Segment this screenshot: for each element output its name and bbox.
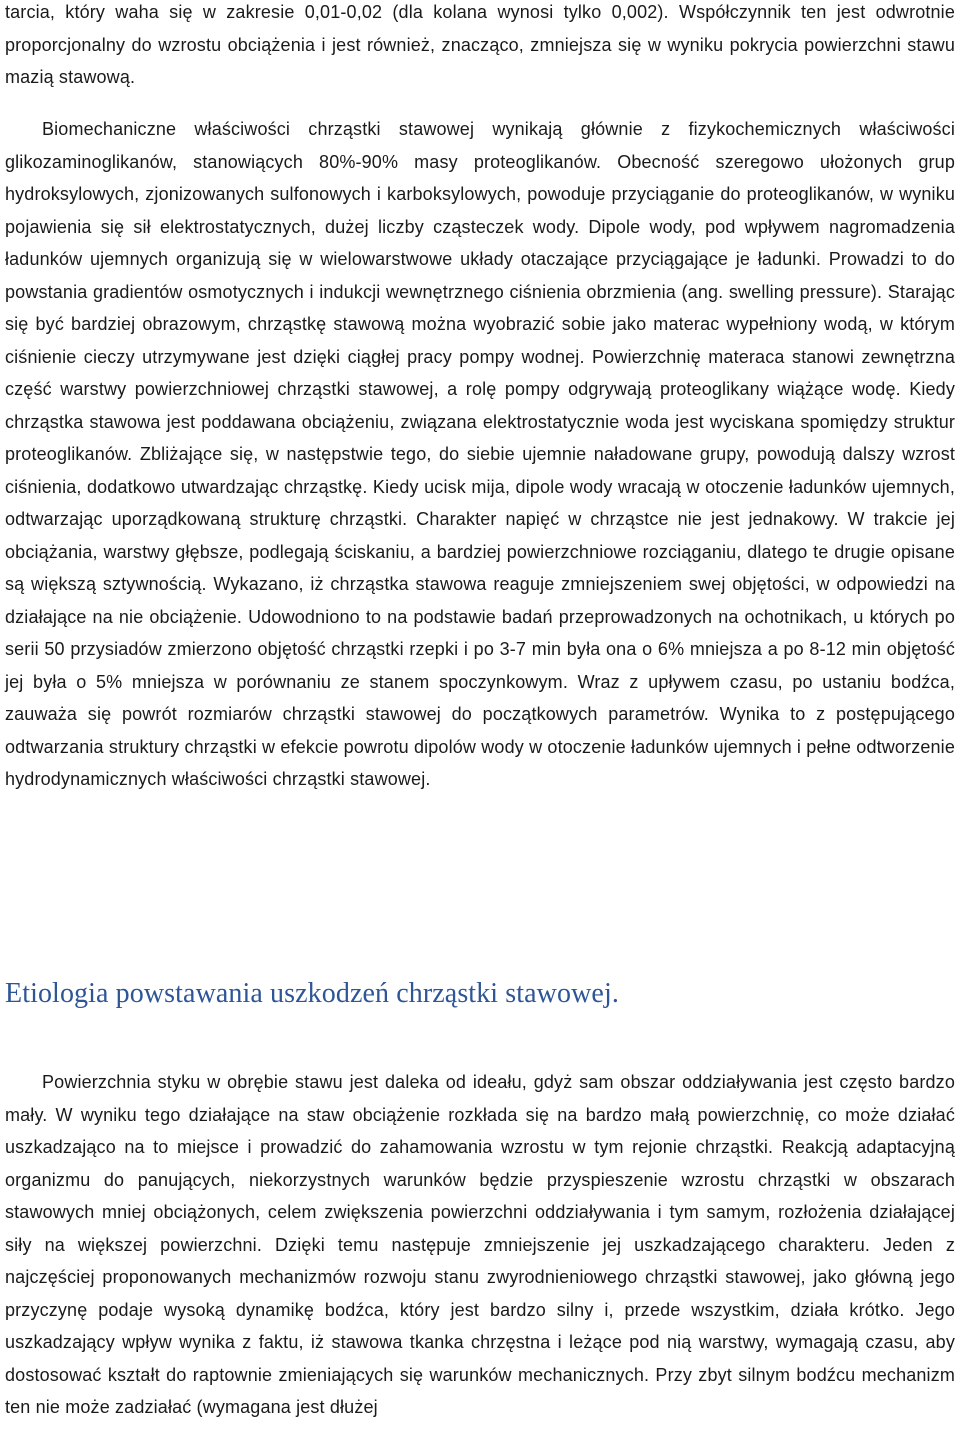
paragraph-biomechanics-text: Biomechaniczne właściwości chrząstki stawowej wynikają głównie z fizykochemicznych właściwości glikozaminoglikanów, stanowiących 80%-90% masy proteoglikanów. Obecność szeregowo ułożonych grup hydroksylowych, zjonizowanych sulfonowych i karboksylowych, powoduje przyciąganie do proteoglikanów, w wyniku pojawienia się sił elektrostatycznych, dużej liczby cząsteczek wody. Dipole wody, pod wpływem nagromadzenia ładunków ujemnych organizują się w wielowarstwowe układy otaczające przyciągające je ładunki. Prowadzi to do powstania gradientów osmotycznych i indukcji wewnętrznego ciśnienia obrzmienia (ang. swelling pressure). Starając się być bardziej obrazowym, chrząstkę stawową można wyobrazić sobie jako materac wypełniony wodą, w którym ciśnienie cieczy utrzymywane jest dzięki ciągłej pracy pompy wodnej. Powierzchnię materaca stanowi zewnętrzna część warstwy powierzchniowej chrząstki stawowej, a rolę pompy odgrywają proteoglikany wiążące wodę. Kiedy chrząstka stawowa jest poddawana obciążeniu, związana elektrostatycznie woda jest wyciskana spomiędzy struktur proteoglikanów. Zbliżające się, w następstwie tego, do siebie ujemnie naładowane grupy, powodują dalszy wzrost ciśnienia, dodatkowo utwardzając chrząstkę. Kiedy ucisk mija, dipole wody wracają w otoczenie ładunków ujemnych, odtwarzając uporządkowaną strukturę chrząstki. Charakter napięć w chrząstce nie jest jednakowy. W trakcie jej obciążania, warstwy głębsze, podlegają ściskaniu, a bardziej powierzchniowe rozciąganiu, dlatego te drugie opisane są większą sztywnością. Wykazano, iż chrząstka stawowa reaguje zmniejszeniem swej objętości, w odpowiedzi na działające na nie obciążenie. Udowodniono to na podstawie badań przeprowadzonych na ochotnikach, u których po serii 50 przysiadów zmierzono objętość chrząstki rzepki i po 3-7 min była ona o 6% mniejsza a po 8-12 min objętość jej była o 5% mniejsza w porównaniu ze stanem spoczynkowym. Wraz z upływem czasu, po ustaniu bodźca, zauważa się powrót rozmiarów chrząstki stawowej do początkowych parametrów. Wynika to z postępującego odtwarzania struktury chrząstki w efekcie powrotu dipolów wody w otoczenie ładunków ujemnych i pełne odtworzenie hydrodynamicznych właściwości chrząstki stawowej. [5,119,955,789]
paragraph-biomechanics [5,113,955,796]
paragraph-continued: tarcia, który waha się w zakresie 0,01-0,02 (dla kolana wynosi tylko 0,002). Współczynnik ten jest odwrotnie proporcjonalny do wzrostu obciążenia i jest również, znacząco, zmniejsza się w wyniku pokrycia powierzchni stawu mazią stawową. [5,2,955,87]
section-heading: Etiologia powstawania uszkodzeń chrząstki stawowej. [5,978,619,1009]
paragraph-etiology-text: Powierzchnia styku w obrębie stawu jest daleka od ideału, gdyż sam obszar oddziaływania jest często bardzo mały. W wyniku tego działające na staw obciążenie rozkłada się na bardzo małą powierzchnię, co może działać uszkadzająco na to miejsce i prowadzić do zahamowania wzrostu w tym rejonie chrząstki. Reakcją adaptacyjną organizmu do panujących, niekorzystnych warunków będzie przyspieszenie wzrostu chrząstki w obszarach stawowych mniej obciążonych, celem zwiększenia powierzchni oddziaływania i tym samym, rozłożenia działającej siły na większej powierzchni. Dzięki temu następuje zmniejszenie jej uszkadzającego charakteru. Jeden z najczęściej proponowanych mechanizmów rozwoju stanu zwyrodnieniowego chrząstki stawowej, jako główną jego przyczynę podaje wysoką dynamikę bodźca, który jest bardzo silny i, przede wszystkim, działa krótko. Jego uszkadzający wpływ wynika z faktu, iż stawowa tkanka chrzęstna i leżące pod nią warstwy, wymagają czasu, aby dostosować kształt do raptownie zmieniających się warunków mechanicznych. Przy zbyt silnym bodźcu mechanizm ten nie może zadziałać (wymagana jest dłużej [5,1072,955,1417]
paragraph-etiology [5,1066,955,1424]
